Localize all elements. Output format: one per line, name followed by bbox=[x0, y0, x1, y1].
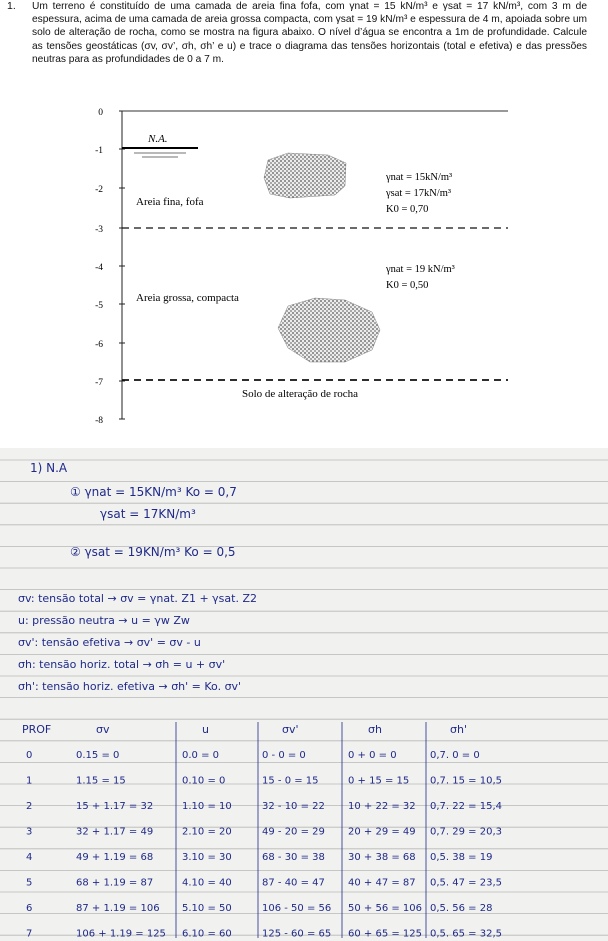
depth-tick-label: -5 bbox=[95, 301, 103, 311]
table-cell: 6 bbox=[26, 903, 33, 914]
table-cell: 60 + 65 = 125 bbox=[348, 928, 423, 940]
table-cell: 32 + 1.17 = 49 bbox=[76, 826, 154, 838]
table-cell: 3 bbox=[26, 826, 33, 838]
depth-tick-label: -7 bbox=[95, 378, 103, 388]
table-cell: 0,7. 15 = 10,5 bbox=[430, 775, 502, 787]
table-cell: 1 bbox=[26, 775, 33, 787]
table-cell: 5.10 = 50 bbox=[182, 903, 232, 914]
table-cell: 0,7. 0 = 0 bbox=[430, 750, 480, 761]
question-number: 1. bbox=[7, 0, 16, 12]
bedrock-label: Solo de alteração de rocha bbox=[242, 388, 359, 400]
layer2-name: Areia grossa, compacta bbox=[136, 292, 239, 304]
table-cell: 20 + 29 = 49 bbox=[348, 826, 416, 838]
table-header: σv' bbox=[282, 723, 299, 736]
notes-lines bbox=[18, 461, 257, 693]
question-text: Um terreno é constituído de uma camada de areia fina fofa, com γnat = 15 kN/m³ e γsat = 17 kN/m³, com 3 m de espessura, acima de uma camada de areia grossa compacta, com γsat = 19 kN/m³ e espessura de 4 m, apoiada sobre um solo de alteração de rocha, como se mostra na figura abaixo. O nível d’água se encontra a 1m de profundidade. Calcule as tensões geostáticas (σv, σv’, σh, σh’ e u) e trace o diagrama das tensões horizontais (total e efetiva) e das pressões neutras para as profundidades de 0 a 7 m. bbox=[32, 1, 587, 65]
table-cell: 6.10 = 60 bbox=[182, 928, 232, 940]
fine-sand-hatch bbox=[264, 153, 346, 198]
table-cell: 0 bbox=[26, 750, 33, 761]
table-cell: 40 + 47 = 87 bbox=[348, 877, 416, 889]
answer-svg bbox=[0, 448, 608, 941]
ruled-lines bbox=[0, 460, 608, 935]
table-cell: 0.0 = 0 bbox=[182, 750, 220, 761]
answer-line: σv': tensão efetiva → σv' = σv - u bbox=[18, 636, 201, 649]
table-cell: 0,5. 47 = 23,5 bbox=[430, 877, 502, 889]
table-cell: 68 + 1.19 = 87 bbox=[76, 877, 154, 889]
table-cell: 0 + 0 = 0 bbox=[348, 750, 397, 761]
table-cell: 106 + 1.19 = 125 bbox=[76, 928, 166, 940]
answer-line: σv: tensão total → σv = γnat. Z1 + γsat. Z2 bbox=[18, 592, 257, 605]
water-level-label: N.A. bbox=[148, 133, 168, 145]
table-cell: 15 - 0 = 15 bbox=[262, 775, 319, 787]
layer2-k0: K0 = 0,50 bbox=[386, 280, 429, 291]
table-cell: 2.10 = 20 bbox=[182, 826, 232, 838]
table-cell: 0,7. 29 = 20,3 bbox=[430, 826, 502, 838]
layer1-k0: K0 = 0,70 bbox=[386, 204, 429, 215]
table-cell: 0.10 = 0 bbox=[182, 775, 226, 787]
table-cell: 0,5. 56 = 28 bbox=[430, 903, 493, 914]
coarse-sand-hatch bbox=[278, 298, 380, 362]
depth-tick-label: -6 bbox=[95, 340, 103, 350]
table-cell: 49 + 1.19 = 68 bbox=[76, 852, 154, 863]
table-cell: 4 bbox=[26, 852, 33, 863]
answer-line: ② γsat = 19KN/m³ Ko = 0,5 bbox=[70, 545, 236, 559]
handwritten-answer-sheet bbox=[0, 448, 608, 941]
table-cell: 5 bbox=[26, 877, 33, 889]
table-cell: 15 + 1.17 = 32 bbox=[76, 801, 154, 812]
table-cell: 0,5. 65 = 32,5 bbox=[430, 928, 502, 940]
table-cell: 0 + 15 = 15 bbox=[348, 775, 410, 787]
table-cell: 68 - 30 = 38 bbox=[262, 852, 325, 863]
answer-line: 1) N.A bbox=[30, 461, 68, 475]
table-cell: 7 bbox=[26, 928, 33, 940]
layer1-gnat: γnat = 15kN/m³ bbox=[386, 172, 453, 183]
table-cell: 0,5. 38 = 19 bbox=[430, 852, 493, 863]
answer-line: σh: tensão horiz. total → σh = u + σv' bbox=[18, 658, 226, 671]
answer-line: σh': tensão horiz. efetiva → σh' = Ko. σv' bbox=[18, 680, 242, 693]
depth-tick-label: -1 bbox=[95, 146, 103, 156]
layer1-gsat: γsat = 17kN/m³ bbox=[386, 188, 452, 199]
table-cell: 87 + 1.19 = 106 bbox=[76, 903, 160, 914]
table-cell: 0 - 0 = 0 bbox=[262, 750, 306, 761]
table-cell: 10 + 22 = 32 bbox=[348, 801, 416, 812]
depth-ticks bbox=[95, 108, 125, 426]
stress-table bbox=[22, 722, 502, 940]
table-cell: 32 - 10 = 22 bbox=[262, 801, 325, 812]
depth-tick-label: -4 bbox=[95, 263, 103, 273]
table-cell: 30 + 38 = 68 bbox=[348, 852, 416, 863]
table-cell: 2 bbox=[26, 801, 33, 812]
table-cell: 50 + 56 = 106 bbox=[348, 903, 423, 914]
question-section bbox=[0, 0, 608, 448]
answer-line: u: pressão neutra → u = γw Zw bbox=[18, 614, 190, 627]
layer1-name: Areia fina, fofa bbox=[136, 196, 204, 208]
answer-line: γsat = 17KN/m³ bbox=[100, 507, 196, 521]
table-cell: 0,7. 22 = 15,4 bbox=[430, 801, 502, 812]
table-cell: 1.15 = 15 bbox=[76, 775, 126, 787]
table-cell: 3.10 = 30 bbox=[182, 852, 232, 863]
depth-tick-label: -2 bbox=[95, 185, 103, 195]
table-cell: 4.10 = 40 bbox=[182, 877, 232, 889]
table-header: σh bbox=[368, 723, 382, 736]
table-header: σh' bbox=[450, 723, 467, 736]
depth-tick-label: -8 bbox=[95, 416, 103, 426]
table-cell: 0.15 = 0 bbox=[76, 750, 120, 761]
table-cell: 49 - 20 = 29 bbox=[262, 826, 325, 838]
table-header: u bbox=[202, 723, 209, 736]
table-cell: 1.10 = 10 bbox=[182, 801, 232, 812]
depth-tick-label: 0 bbox=[98, 108, 103, 118]
table-header: σv bbox=[96, 723, 110, 736]
table-cell: 87 - 40 = 47 bbox=[262, 877, 325, 889]
table-header: PROF bbox=[22, 723, 52, 736]
table-cell: 125 - 60 = 65 bbox=[262, 928, 332, 940]
table-cell: 106 - 50 = 56 bbox=[262, 903, 332, 914]
depth-tick-label: -3 bbox=[95, 225, 103, 235]
soil-profile-figure bbox=[0, 0, 608, 448]
answer-line: ① γnat = 15KN/m³ Ko = 0,7 bbox=[70, 485, 237, 499]
layer2-gnat: γnat = 19 kN/m³ bbox=[386, 264, 455, 275]
